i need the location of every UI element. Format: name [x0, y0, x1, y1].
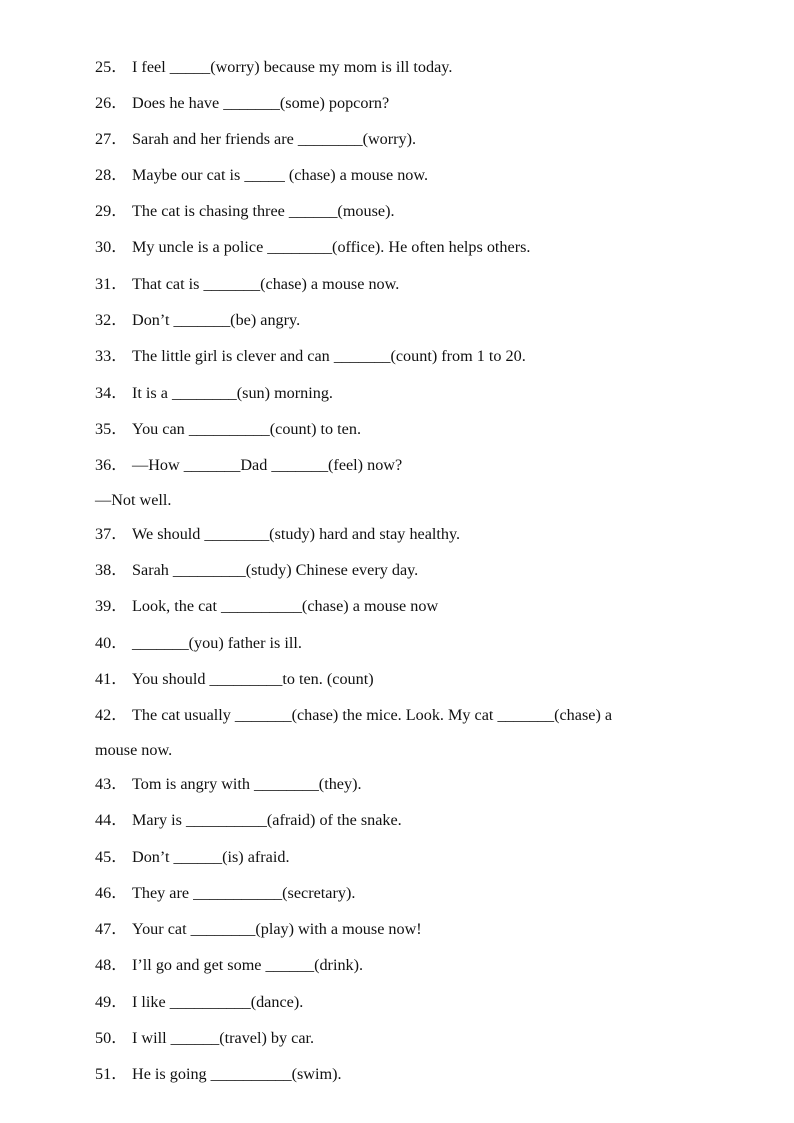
question-45 [95, 847, 290, 867]
question-text: Your cat ________(play) with a mouse now! [132, 920, 422, 938]
question-number: 31． [95, 275, 128, 293]
question-50 [95, 1028, 314, 1048]
question-47 [95, 919, 422, 939]
question-number: 33． [95, 347, 128, 365]
question-text: The little girl is clever and can _______(count) from 1 to 20. [132, 347, 526, 365]
question-number: 50． [95, 1029, 128, 1047]
question-text: —Not well. [95, 491, 172, 509]
question-text: You can __________(count) to ten. [132, 420, 362, 438]
question-text: I feel _____(worry) because my mom is ill today. [132, 58, 453, 76]
question-number: 43． [95, 775, 128, 793]
question-31 [95, 274, 399, 294]
question-number: 27． [95, 130, 128, 148]
question-30 [95, 237, 530, 257]
question-number: 42． [95, 706, 128, 724]
question-number: 51． [95, 1065, 128, 1083]
question-number: 47． [95, 920, 128, 938]
question-37 [95, 524, 460, 544]
question-39 [95, 596, 438, 616]
question-42-continued [95, 740, 172, 760]
question-text: Look, the cat __________(chase) a mouse now [132, 597, 439, 615]
question-number: 29． [95, 202, 128, 220]
question-35 [95, 419, 361, 439]
question-text: Don’t ______(is) afraid. [132, 848, 290, 866]
question-text: mouse now. [95, 741, 173, 759]
question-number: 30． [95, 238, 128, 256]
question-text: They are ___________(secretary). [132, 884, 356, 902]
question-number: 32． [95, 311, 128, 329]
question-text: Sarah _________(study) Chinese every day. [132, 561, 419, 579]
question-text: My uncle is a police ________(office). He often helps others. [132, 238, 531, 256]
question-number: 46． [95, 884, 128, 902]
question-32 [95, 310, 300, 330]
question-36-answer [95, 490, 171, 510]
question-text: —How _______Dad _______(feel) now? [132, 456, 403, 474]
question-text: It is a ________(sun) morning. [132, 384, 333, 402]
question-number: 37． [95, 525, 128, 543]
question-text: Mary is __________(afraid) of the snake. [132, 811, 402, 829]
question-27 [95, 129, 416, 149]
question-51 [95, 1064, 342, 1084]
question-text: Don’t _______(be) angry. [132, 311, 301, 329]
question-number: 35． [95, 420, 128, 438]
question-number: 49． [95, 993, 128, 1011]
question-34 [95, 383, 333, 403]
question-28 [95, 165, 428, 185]
question-46 [95, 883, 355, 903]
question-text: We should ________(study) hard and stay healthy. [132, 525, 461, 543]
question-40 [95, 633, 302, 653]
question-41 [95, 669, 374, 689]
question-42 [95, 705, 612, 725]
question-number: 40． [95, 634, 128, 652]
question-38 [95, 560, 418, 580]
question-number: 45． [95, 848, 128, 866]
question-number: 48． [95, 956, 128, 974]
question-number: 44． [95, 811, 128, 829]
question-49 [95, 992, 303, 1012]
question-36 [95, 455, 402, 475]
question-text: The cat is chasing three ______(mouse). [132, 202, 395, 220]
question-number: 34． [95, 384, 128, 402]
question-number: 25． [95, 58, 128, 76]
question-text: Tom is angry with ________(they). [132, 775, 362, 793]
question-29 [95, 201, 395, 221]
question-text: The cat usually _______(chase) the mice. Look. My cat _______(chase) a [132, 706, 613, 724]
question-text: You should _________to ten. (count) [132, 670, 374, 688]
question-text: He is going __________(swim). [132, 1065, 342, 1083]
question-text: That cat is _______(chase) a mouse now. [132, 275, 400, 293]
question-48 [95, 955, 363, 975]
question-number: 41． [95, 670, 128, 688]
question-text: Does he have _______(some) popcorn? [132, 94, 390, 112]
question-text: _______(you) father is ill. [132, 634, 302, 652]
question-33 [95, 346, 526, 366]
question-number: 36． [95, 456, 128, 474]
question-26 [95, 93, 389, 113]
question-text: I will ______(travel) by car. [132, 1029, 315, 1047]
question-text: I like __________(dance). [132, 993, 304, 1011]
question-text: Sarah and her friends are ________(worry). [132, 130, 417, 148]
question-44 [95, 810, 402, 830]
question-number: 28． [95, 166, 128, 184]
question-number: 26． [95, 94, 128, 112]
question-number: 39． [95, 597, 128, 615]
question-43 [95, 774, 362, 794]
question-text: Maybe our cat is _____ (chase) a mouse now. [132, 166, 429, 184]
question-25 [95, 57, 452, 77]
question-text: I’ll go and get some ______(drink). [132, 956, 364, 974]
question-number: 38． [95, 561, 128, 579]
